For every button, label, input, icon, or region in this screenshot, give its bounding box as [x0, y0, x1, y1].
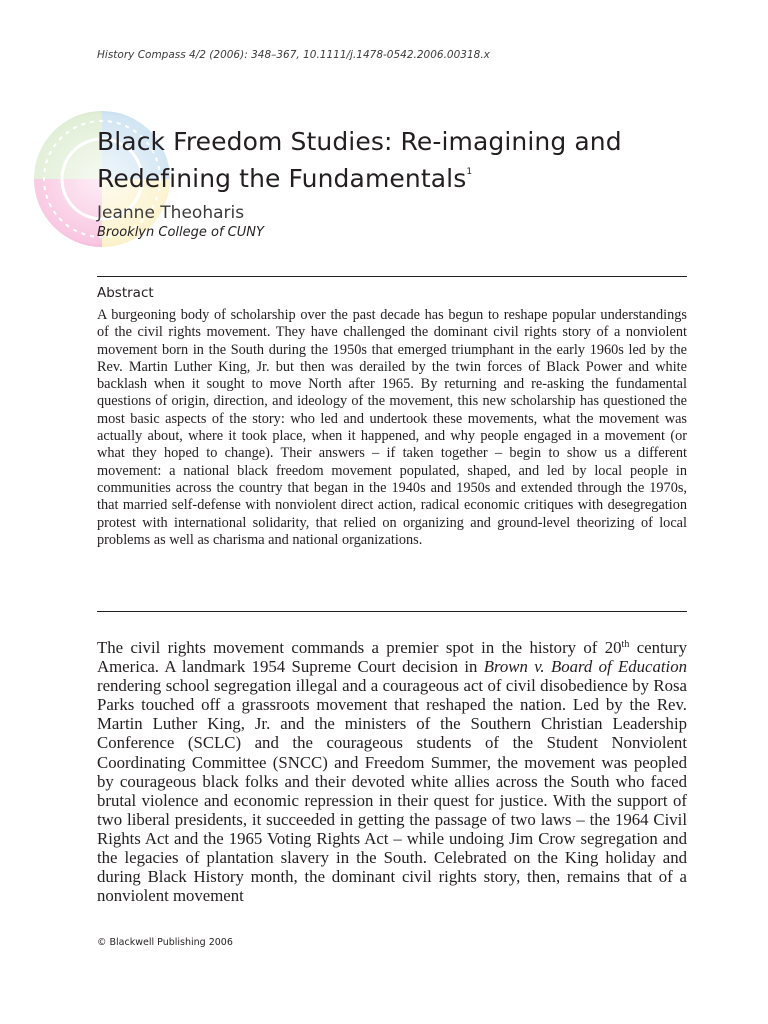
body-text-part-3: rendering school segregation illegal and a courageous act of civil disobedience by Rosa Parks touched off a grassroots movement that reshaped the nation. Led by the Rev. Martin Luther King, Jr. and the ministers of the Southern Christian Leadership Conference (SCLC) and the courageous students of the Student Nonviolent Coordinating Committee (SNCC) and Freedom Summer, the movement was peopled by courageous black folks and their devoted white allies across the South who faced brutal violence and economic repression in their quest for justice. With the support of two liberal presidents, it succeeded in getting the passage of two laws – the 1964 Civil Rights Act and the 1965 Voting Rights Act – while undoing Jim Crow segregation and the legacies of plantation slavery in the South. Celebrated on the King holiday and during Black History month, the dominant civil rights story, then, remains that of a nonviolent movement: [97, 676, 687, 906]
case-name: Brown v. Board of Education: [483, 657, 687, 677]
abstract-text: A burgeoning body of scholarship over the past decade has begun to reshape popular understandings of the civil rights movement. They have challenged the dominant civil rights story of a nonviolent movement born in the South during the 1950s that emerged triumphant in the early 1960s led by the Rev. Martin Luther King, Jr. but then was derailed by the twin forces of Black Power and white backlash when it sought to move North after 1965. By returning and re-asking the fundamental questions of origin, direction, and ideology of the movement, this new scholarship has questioned the most basic aspects of the story: who led and undertook these movements, what the movement was actually about, where it took place, when it happened, and why people engaged in a movement (or what they hoped to change). Their answers – if taken together – begin to show us a different movement: a national black freedom movement populated, shaped, and led by local people in communities across the country that began in the 1940s and 1950s and extended through the 1970s, that married self-defense with nonviolent direct action, radical economic critiques with desegregation protest with international solidarity, that relied on organizing and ground-level theorizing of local problems as well as charisma and national organizations.: [97, 307, 687, 548]
author-name: Jeanne Theoharis: [97, 203, 245, 223]
ordinal-suffix: th: [621, 639, 630, 650]
abstract-bottom-rule: [97, 611, 687, 612]
body-text-part-1: The civil rights movement commands a premier spot in the history of 20: [97, 638, 622, 657]
abstract-top-rule: [97, 276, 687, 277]
title-footnote-marker[interactable]: 1: [466, 167, 473, 177]
article-title: [97, 127, 697, 194]
abstract-heading: Abstract: [97, 285, 154, 301]
article-title-text: Black Freedom Studies: Re-imagining and Redefining the Fundamentals: [97, 127, 622, 193]
journal-citation: History Compass 4/2 (2006): 348–367, 10.1111/j.1478-0542.2006.00318.x: [97, 49, 490, 61]
author-affiliation: Brooklyn College of CUNY: [97, 225, 264, 240]
body-text-part-2: century America. A landmark 1954 Supreme Court decision in: [97, 638, 688, 677]
body-paragraph: [97, 638, 687, 905]
copyright-notice: © Blackwell Publishing 2006: [97, 937, 233, 948]
